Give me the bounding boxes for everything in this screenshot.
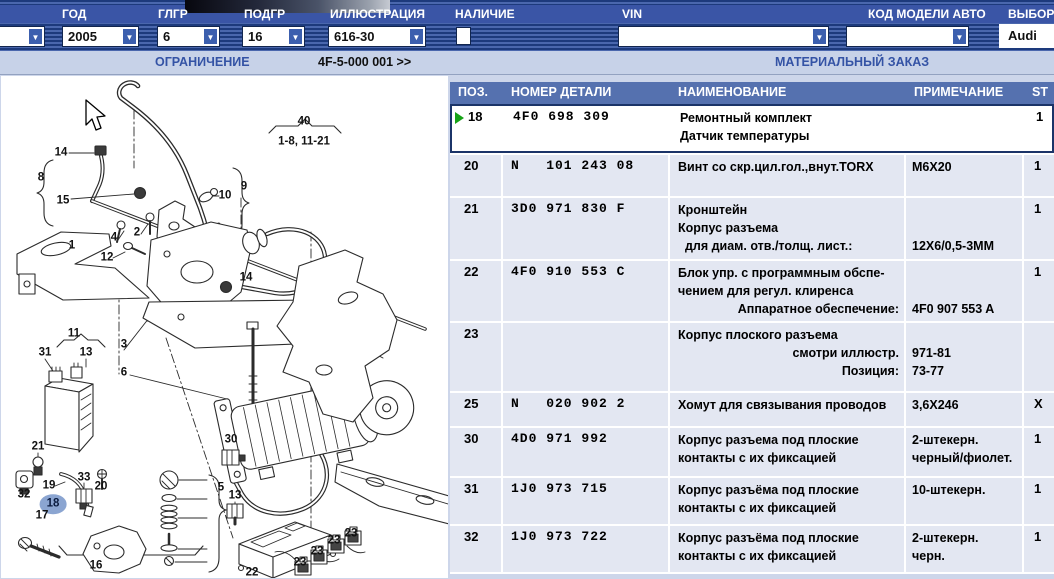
row-part-number xyxy=(503,323,668,391)
illustration-label: ИЛЛЮСТРАЦИЯ xyxy=(330,7,426,21)
podgr-label: ПОДГР xyxy=(244,7,286,21)
parts-diagram[interactable] xyxy=(1,76,448,578)
row-part-number: N 101 243 08 xyxy=(503,155,668,196)
table-row[interactable] xyxy=(450,104,1054,153)
row-name: Блок упр. с программным обспе- чением для регул. клиренса Аппаратное обеспечение: xyxy=(670,261,904,321)
diagram-callout-selected[interactable]: 18 xyxy=(40,494,67,514)
row-part-number: 4F0 698 309 xyxy=(505,106,670,151)
table-rows xyxy=(450,104,1054,574)
illustration-dropdown[interactable]: 616-30 ▼ xyxy=(328,26,426,47)
selection-label: ВЫБОР xyxy=(1008,7,1054,21)
row-name: Корпус разъёма под плоские контакты с их фиксацией xyxy=(670,478,904,524)
row-name: Винт со скр.цил.гол.,внут.TORX xyxy=(670,155,904,196)
parts-table xyxy=(450,82,1054,574)
restriction-range-value: 4F-5-000 001 >> xyxy=(318,55,412,69)
diagram-callout[interactable]: 23 xyxy=(327,534,341,547)
chevron-down-icon[interactable]: ▼ xyxy=(952,28,967,45)
diagram-callout[interactable]: 21 xyxy=(31,440,45,453)
table-row[interactable] xyxy=(450,393,1054,426)
row-part-number: 4F0 910 553 C xyxy=(503,261,668,321)
diagram-callout[interactable]: 19 xyxy=(42,479,56,492)
row-part-number: 1J0 973 722 xyxy=(503,526,668,572)
row-pos: 30 xyxy=(450,428,501,476)
diagram-callout[interactable]: 13 xyxy=(79,346,93,359)
chevron-down-icon[interactable]: ▼ xyxy=(288,28,303,45)
table-row[interactable] xyxy=(450,526,1054,572)
row-pos: 25 xyxy=(450,393,501,426)
diagram-callout[interactable]: 11 xyxy=(67,327,81,340)
model-code-label: КОД МОДЕЛИ АВТО xyxy=(868,7,986,21)
row-part-number: 3D0 971 830 F xyxy=(503,198,668,259)
row-note: 971-81 73-77 xyxy=(906,323,1022,391)
table-row[interactable] xyxy=(450,261,1054,321)
chevron-down-icon[interactable]: ▼ xyxy=(812,28,827,45)
row-part-number: N 020 902 2 xyxy=(503,393,668,426)
col-header-pos[interactable]: ПОЗ. xyxy=(458,85,489,99)
row-stock: 1 xyxy=(1024,428,1054,476)
table-header xyxy=(450,82,1054,104)
diagram-callout[interactable]: 4 xyxy=(110,231,118,244)
diagram-callout[interactable]: 14 xyxy=(54,146,68,159)
table-row[interactable] xyxy=(450,155,1054,196)
diagram-callout[interactable]: 14 xyxy=(239,271,253,284)
chevron-down-icon[interactable]: ▼ xyxy=(203,28,218,45)
row-stock: 1 xyxy=(1024,155,1054,196)
row-name: Корпус плоского разъема смотри иллюстр. Позиция: xyxy=(670,323,904,391)
col-header-note[interactable]: ПРИМЕЧАНИЕ xyxy=(914,85,1004,99)
row-pos: 21 xyxy=(450,198,501,259)
row-stock xyxy=(1024,323,1054,391)
row-name: Ремонтный комплект Датчик температуры xyxy=(672,106,906,151)
selection-value[interactable]: Audi xyxy=(999,24,1054,48)
diagram-callout[interactable]: 1 xyxy=(68,239,76,252)
row-note: M6X20 xyxy=(906,155,1022,196)
diagram-callout[interactable]: 6 xyxy=(120,366,128,379)
year-label: ГОД xyxy=(62,7,87,21)
glgr-dropdown[interactable]: 6 ▼ xyxy=(157,26,220,47)
restriction-link[interactable]: ОГРАНИЧЕНИЕ xyxy=(155,55,250,69)
diagram-callout[interactable]: 12 xyxy=(100,251,114,264)
diagram-callout[interactable]: 17 xyxy=(35,509,49,522)
diagram-callout[interactable]: 10 xyxy=(218,189,232,202)
chevron-down-icon[interactable]: ▼ xyxy=(409,28,424,45)
row-pos: 18 xyxy=(452,106,503,151)
row-note: 10-штекерн. xyxy=(906,478,1022,524)
row-stock: 1 xyxy=(1024,526,1054,572)
top-toolbar xyxy=(0,0,1054,52)
diagram-callout[interactable]: 30 xyxy=(224,433,238,446)
diagram-callout[interactable]: 5 xyxy=(217,481,225,494)
row-part-number: 4D0 971 992 xyxy=(503,428,668,476)
diagram-callout[interactable]: 23 xyxy=(344,527,358,540)
diagram-callout[interactable]: 16 xyxy=(89,559,103,572)
diagram-callout[interactable]: 1-8, 11-21 xyxy=(278,135,330,148)
diagram-callout[interactable]: 20 xyxy=(94,480,108,493)
col-header-name[interactable]: НАИМЕНОВАНИЕ xyxy=(678,85,787,99)
row-stock: 1 xyxy=(1024,478,1054,524)
diagram-callout[interactable]: 23 xyxy=(293,556,307,569)
model-code-dropdown[interactable] xyxy=(846,26,969,47)
row-name: Хомут для связывания проводов xyxy=(670,393,904,426)
subheader-bar xyxy=(0,51,1054,75)
material-order-link[interactable]: МАТЕРИАЛЬНЫЙ ЗАКАЗ xyxy=(775,55,930,69)
glgr-label: ГЛГР xyxy=(158,7,188,21)
row-stock: 1 xyxy=(1026,106,1052,151)
table-row[interactable] xyxy=(450,198,1054,259)
diagram-callout[interactable]: 2 xyxy=(133,226,141,239)
row-pos: 23 xyxy=(450,323,501,391)
row-note: 12X6/0,5-3MM xyxy=(906,198,1022,259)
chevron-down-icon[interactable]: ▼ xyxy=(122,28,137,45)
table-row[interactable] xyxy=(450,323,1054,391)
row-part-number: 1J0 973 715 xyxy=(503,478,668,524)
diagram-callout[interactable]: 3 xyxy=(120,338,128,351)
podgr-dropdown[interactable]: 16 ▼ xyxy=(242,26,305,47)
row-note: 2-штекерн. черн. xyxy=(906,526,1022,572)
leading-dropdown[interactable] xyxy=(0,26,45,47)
row-name: Кронштейн Корпус разъема для диам. отв./толщ. лист.: xyxy=(670,198,904,259)
row-pos: 20 xyxy=(450,155,501,196)
diagram-callout[interactable]: 15 xyxy=(56,194,70,207)
row-pos: 31 xyxy=(450,478,501,524)
vin-label: VIN xyxy=(622,7,643,21)
diagram-callout[interactable]: 23 xyxy=(310,545,324,558)
diagram-callout[interactable]: 9 xyxy=(240,180,248,193)
col-header-stock[interactable]: ST xyxy=(1032,85,1048,99)
row-stock: 1 xyxy=(1024,198,1054,259)
col-header-part-number[interactable]: НОМЕР ДЕТАЛИ xyxy=(511,85,612,99)
year-dropdown[interactable]: 2005 ▼ xyxy=(62,26,139,47)
row-stock: X xyxy=(1024,393,1054,426)
vin-input[interactable] xyxy=(618,26,829,47)
row-note: 2-штекерн. черный/фиолет. xyxy=(906,428,1022,476)
chevron-down-icon[interactable]: ▼ xyxy=(28,28,43,45)
selected-row-marker-icon xyxy=(455,112,470,124)
diagram-callout[interactable]: 22 xyxy=(245,566,259,579)
row-name: Корпус разъема под плоские контакты с их фиксацией xyxy=(670,428,904,476)
row-note: 3,6X246 xyxy=(906,393,1022,426)
row-note: 4F0 907 553 A xyxy=(906,261,1022,321)
diagram-callout[interactable]: 33 xyxy=(77,471,91,484)
row-name: Корпус разъёма под плоские контакты с их фиксацией xyxy=(670,526,904,572)
diagram-callout[interactable]: 13 xyxy=(228,489,242,502)
availability-checkbox[interactable] xyxy=(456,27,471,45)
availability-label: НАЛИЧИЕ xyxy=(455,7,515,21)
row-pos: 22 xyxy=(450,261,501,321)
diagram-callout[interactable]: 40 xyxy=(297,115,311,128)
table-row[interactable] xyxy=(450,478,1054,524)
row-pos: 32 xyxy=(450,526,501,572)
row-stock: 1 xyxy=(1024,261,1054,321)
diagram-callout[interactable]: 32 xyxy=(17,488,31,501)
diagram-callout[interactable]: 8 xyxy=(37,171,45,184)
diagram-callout[interactable]: 31 xyxy=(38,346,52,359)
table-row[interactable] xyxy=(450,428,1054,476)
row-note xyxy=(908,106,1024,151)
